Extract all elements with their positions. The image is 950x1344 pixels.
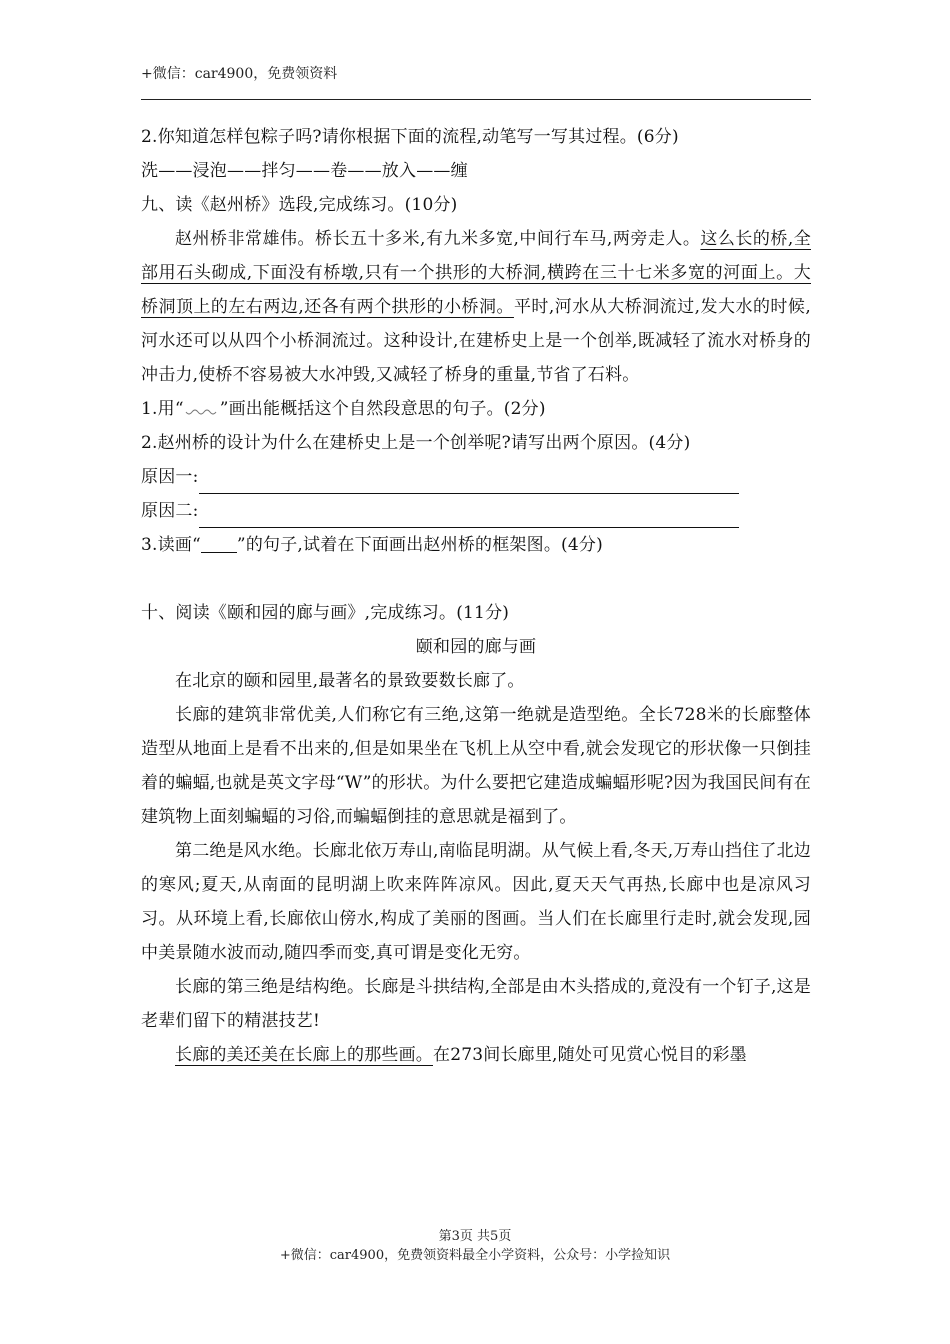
q3-text-before: 3.读画“ [141, 535, 201, 555]
article-paragraph-4: 长廊的第三绝是结构绝。长廊是斗拱结构,全部是由木头搭成的,竟没有一个钉子,这是老辈们留下的精湛技艺! [141, 977, 812, 1031]
section-10-title: 十、阅读《颐和园的廊与画》,完成练习。(11分) [141, 603, 510, 623]
section-9-question-2: 2.赵州桥的设计为什么在建桥史上是一个创举呢?请写出两个原因。(4分) [141, 433, 691, 453]
reason-one-row [141, 460, 811, 494]
section-9-question-1 [141, 392, 811, 426]
question-8-2: 2.你知道怎样包粽子吗?请你根据下面的流程,动笔写一写其过程。(6分) [141, 127, 679, 147]
reason-one-label: 原因一: [141, 467, 199, 487]
article-paragraph-1: 在北京的颐和园里,最著名的景致要数长廊了。 [175, 671, 525, 691]
header-rule [141, 99, 811, 100]
straight-line-mark [201, 538, 237, 553]
paragraph-5-rest: 在273间长廊里,随处可见赏心悦目的彩墨 [433, 1045, 747, 1065]
zhaozhou-bridge-passage [141, 222, 811, 392]
header-note: +微信：car4900，免费领资料 [141, 66, 338, 82]
reason-one-answer-line[interactable] [199, 469, 739, 494]
worksheet-content [141, 120, 811, 1072]
reason-two-label: 原因二: [141, 501, 199, 521]
passage-underlined-sentence: 这么长的桥,全部用石头砌成,下面没有桥墩,只有一个拱形的大桥洞,横跨在三十七米多宽的河面上。大桥洞顶上的左右两边,还各有两个拱形的小桥洞。 [141, 229, 811, 317]
page-number: 第3页 共5页 [438, 1229, 512, 1244]
wavy-line-mark [184, 403, 220, 417]
section-9-question-3 [141, 528, 811, 562]
reason-two-answer-line[interactable] [199, 503, 739, 528]
q3-text-after: ”的句子,试着在下面画出赵州桥的框架图。(4分) [236, 535, 603, 555]
passage-text-start: 赵州桥非常雄伟。桥长五十多米,有九米多宽,中间行车马,两旁走人。 [175, 229, 701, 249]
article-paragraph-5 [141, 1038, 811, 1072]
section-9-title: 九、读《赵州桥》选段,完成练习。(10分) [141, 195, 458, 215]
article-title: 颐和园的廊与画 [415, 637, 537, 657]
q1-text-after: ”画出能概括这个自然段意思的句子。(2分) [219, 399, 546, 419]
q1-text-before: 1.用“ [141, 399, 184, 419]
article-paragraph-2: 长廊的建筑非常优美,人们称它有三绝,这第一绝就是造型绝。全长728米的长廊整体造型从地面上是看不出来的,但是如果坐在飞机上从空中看,就会发现它的形状像一只倒挂着的蝙蝠,也就是英文字母“W”的形状。为什么要把它建造成蝙蝠形呢?因为我国民间有在建筑物上面刻蝙蝠的习俗,而蝙蝠倒挂的意思就是福到了。 [141, 705, 811, 827]
article-paragraph-3: 第二绝是风水绝。长廊北依万寿山,南临昆明湖。从气候上看,冬天,万寿山挡住了北边的寒风;夏天,从南面的昆明湖上吹来阵阵凉风。因此,夏天天气再热,长廊中也是凉风习习。从环境上看,长廊依山傍水,构成了美丽的图画。当人们在长廊里行走时,就会发现,园中美景随水波而动,随四季而变,真可谓是变化无穷。 [141, 841, 812, 963]
reason-two-row [141, 494, 811, 528]
passage-text-end: 平时,河水从大桥洞流过,发大水的时候,河水还可以从四个小桥洞流过。这种设计,在建桥史上是一个创举,既减轻了流水对桥身的冲击力,使桥不容易被大水冲毁,又减轻了桥身的重量,节省了石料。 [141, 297, 811, 385]
drawing-space [141, 562, 811, 596]
process-steps: 洗——浸泡——拌匀——卷——放入——缠 [141, 161, 468, 181]
paragraph-5-underlined: 长廊的美还美在长廊上的那些画。 [175, 1045, 433, 1065]
footer-note: +微信：car4900，免费领资料最全小学资料，公众号：小学捡知识 [279, 1248, 671, 1263]
